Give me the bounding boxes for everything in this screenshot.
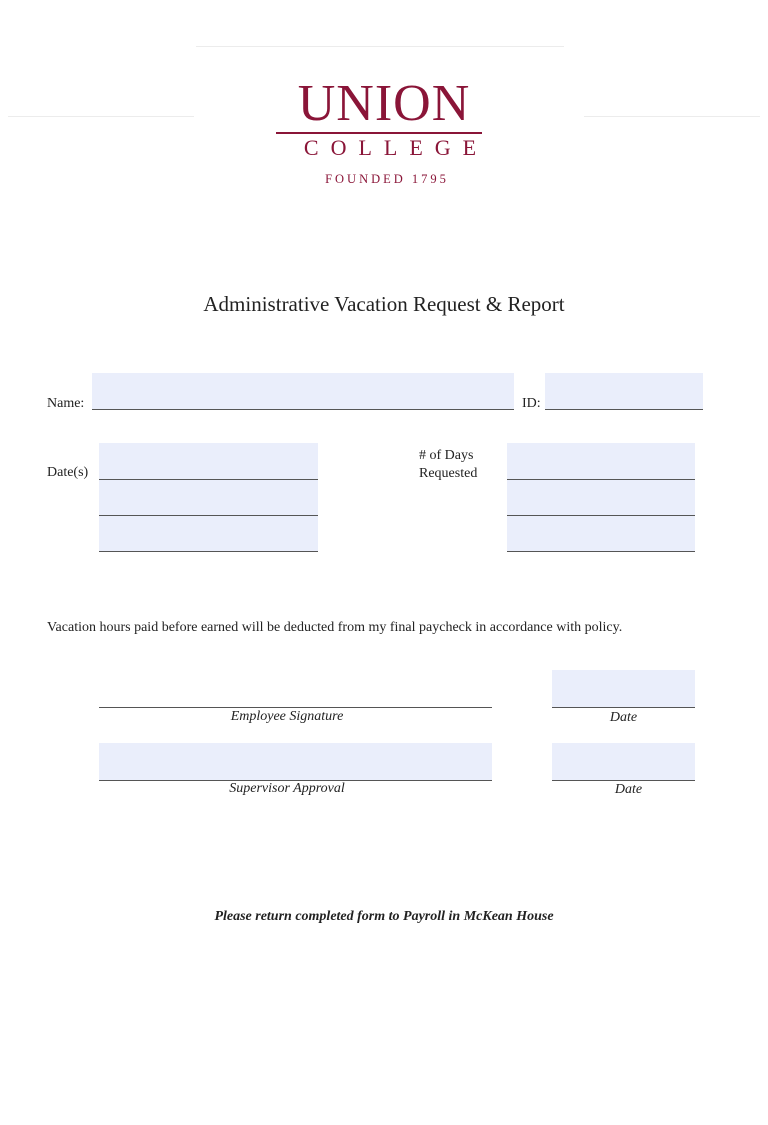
supervisor-date-field[interactable] — [552, 743, 695, 781]
date-field-2[interactable] — [99, 480, 318, 516]
id-label: ID: — [522, 396, 541, 411]
dates-label: Date(s) — [47, 465, 89, 480]
header-rule-top — [196, 46, 564, 47]
date-field-1[interactable] — [99, 443, 318, 480]
name-field[interactable] — [92, 373, 514, 410]
employee-date-field[interactable] — [552, 670, 695, 708]
days-field-3[interactable] — [507, 516, 695, 552]
logo-union-text: UNION — [297, 75, 471, 132]
name-label: Name: — [47, 396, 85, 411]
return-instructions: Please return completed form to Payroll in McKean House — [214, 909, 554, 924]
supervisor-approval-label: Supervisor Approval — [229, 781, 345, 796]
employee-signature-line — [99, 707, 492, 708]
date-field-3[interactable] — [99, 516, 318, 552]
days-label-line2: Requested — [419, 466, 478, 481]
days-label-line1: # of Days — [419, 448, 474, 463]
policy-notice: Vacation hours paid before earned will be deducted from my final paycheck in accordance with policy. — [47, 620, 623, 635]
form-title: Administrative Vacation Request & Report — [203, 292, 565, 316]
days-field-1[interactable] — [507, 443, 695, 480]
supervisor-date-label: Date — [614, 782, 643, 797]
days-field-2[interactable] — [507, 480, 695, 516]
employee-signature-label: Employee Signature — [230, 709, 344, 724]
id-field[interactable] — [545, 373, 703, 410]
logo-founded-text: FOUNDED 1795 — [325, 172, 449, 186]
supervisor-approval-field[interactable] — [99, 743, 492, 781]
logo-college-text: COLLEGE — [303, 135, 489, 160]
employee-date-label: Date — [609, 710, 638, 725]
